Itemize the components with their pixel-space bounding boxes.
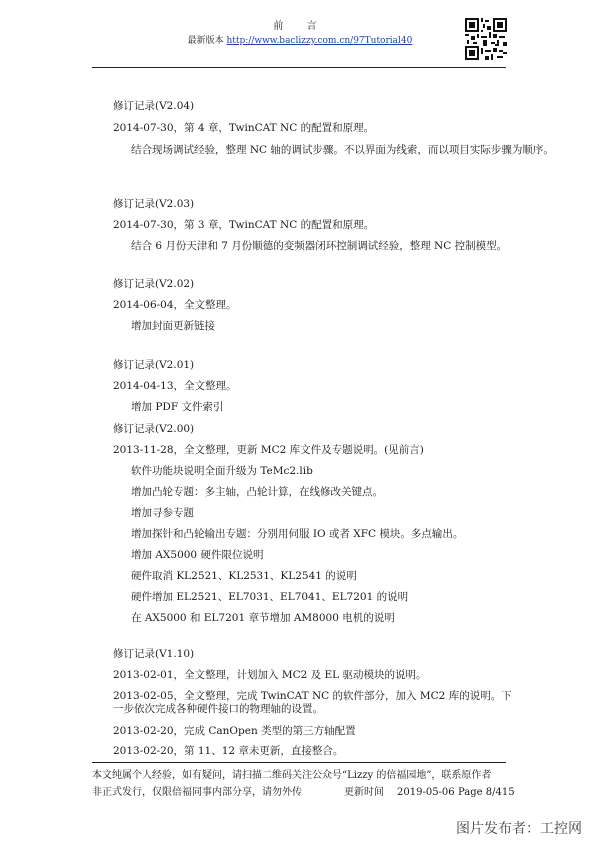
revision-heading: 修订记录(V1.10) xyxy=(113,648,195,660)
header-title: 前 言 xyxy=(273,21,327,32)
qr-code-icon xyxy=(465,18,507,60)
header-version-prefix: 最新版本 xyxy=(187,36,224,46)
revision-entry: 2014-04-13，全文整理。 xyxy=(113,380,237,392)
revision-detail: 增加 PDF 文件索引 xyxy=(131,401,224,413)
revision-entry: 2013-02-01，全文整理，计划加入 MC2 及 EL 驱动模块的说明。 xyxy=(113,669,427,681)
revision-detail: 结合现场调试经验，整理 NC 轴的调试步骤。不以界面为线索，而以项目实际步骤为顺序。 xyxy=(131,144,554,156)
revision-heading: 修订记录(V2.01) xyxy=(113,359,195,371)
page-header xyxy=(0,0,600,72)
revision-detail: 结合 6 月份天津和 7 月份顺德的变频器闭环控制调试经验，整理 NC 控制模型。 xyxy=(131,240,508,252)
revision-detail: 在 AX5000 和 EL7201 章节增加 AM8000 电机的说明 xyxy=(131,612,395,624)
revision-entry: 2013-02-20，完成 CanOpen 类型的第三方轴配置 xyxy=(113,725,356,737)
footer-rule xyxy=(92,762,506,763)
footer-date: 2019-05-06 xyxy=(397,787,455,798)
revision-entry: 2013-02-05，全文整理，完成 TwinCAT NC 的软件部分，加入 MC2 库的说明。下一步依次完成各种硬件接口的物理轴的设置。 xyxy=(113,690,512,715)
revision-entry: 2013-02-20，第 11、12 章未更新，直接整合。 xyxy=(113,745,344,757)
footer-notice: 本文纯属个人经验，如有疑问，请扫描二维码关注公众号“Lizzy 的倍福园地”，联系原作者 xyxy=(92,770,492,781)
footer-page-number: Page 8/415 xyxy=(458,787,515,798)
revision-detail: 硬件增加 EL2521、EL7031、EL7041、EL7201 的说明 xyxy=(131,591,409,603)
revision-detail: 增加探针和凸轮输出专题：分别用伺服 IO 或者 XFC 模块。多点输出。 xyxy=(131,528,464,540)
revision-detail: 增加封面更新链接 xyxy=(131,320,215,332)
revision-entry: 2014-07-30，第 3 章，TwinCAT NC 的配置和原理。 xyxy=(113,219,375,231)
revision-detail: 增加寻参专题 xyxy=(131,507,194,519)
watermark: 图片发布者：工控网 xyxy=(456,821,582,837)
revision-heading: 修订记录(V2.03) xyxy=(113,198,195,210)
revision-detail: 软件功能块说明全面升级为 TeMc2.lib xyxy=(131,465,313,477)
revision-entry: 2014-07-30，第 4 章，TwinCAT NC 的配置和原理。 xyxy=(113,122,375,134)
revision-heading: 修订记录(V2.00) xyxy=(113,423,195,435)
revision-detail: 增加凸轮专题：多主轴，凸轮计算，在线修改关键点。 xyxy=(131,486,383,498)
header-version-link[interactable]: http://www.baclizzy.com.cn/97Tutorial40 xyxy=(226,36,413,46)
header-rule xyxy=(92,67,506,68)
footer-distribution: 非正式发行，仅限倍福同事内部分享，请勿外传 xyxy=(92,787,302,798)
revision-entry: 2014-06-04，全文整理。 xyxy=(113,299,237,311)
revision-heading: 修订记录(V2.04) xyxy=(113,100,195,112)
revision-heading: 修订记录(V2.02) xyxy=(113,278,195,290)
revision-detail: 硬件取消 KL2521、KL2531、KL2541 的说明 xyxy=(131,570,357,582)
header-version-line xyxy=(0,33,600,46)
revision-entry: 2013-11-28，全文整理，更新 MC2 库文件及专题说明。(见前言) xyxy=(113,444,424,456)
revision-detail: 增加 AX5000 硬件限位说明 xyxy=(131,549,264,561)
footer-update-label: 更新时间 xyxy=(344,787,384,798)
